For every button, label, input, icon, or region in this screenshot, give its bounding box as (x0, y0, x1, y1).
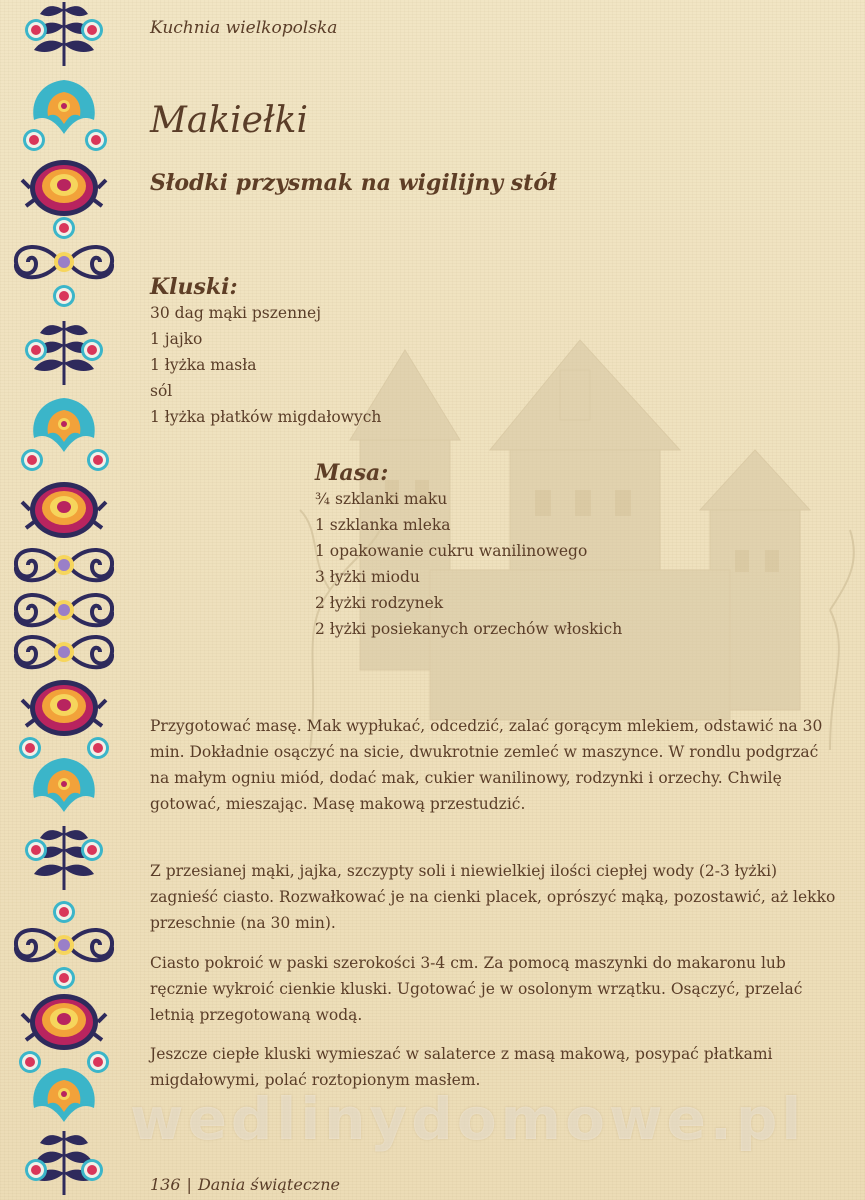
page-number: 136 (150, 1175, 181, 1194)
ingredient-item: 30 dag mąki pszennej (150, 304, 322, 322)
watermark: wedlinydomowe.pl (130, 1085, 806, 1153)
page-footer (150, 1175, 340, 1194)
ingredient-item: 1 jajko (150, 330, 203, 348)
ingredient-item: 2 łyżki rodzynek (315, 594, 444, 612)
ingredient-item: 1 łyżka płatków migdałowych (150, 408, 382, 426)
instruction-paragraph: Z przesianej mąki, jajka, szczypty soli i niewielkiej ilości ciepłej wody (2-3 łyżki) zagnieść ciasto. Rozwałkować je na cienki placek, oprószyć mąką, pozostawić, aż lekko przeschnie (na 30 min). (150, 862, 836, 932)
footer-separator: | (186, 1175, 192, 1194)
masa-list (315, 486, 622, 642)
chapter-name: Dania świąteczne (197, 1175, 340, 1194)
ingredient-item: ¾ szklanki maku (315, 490, 448, 508)
masa-heading: Masa: (315, 460, 389, 486)
folk-floral-border-icon (0, 0, 132, 1200)
kluski-heading: Kluski: (150, 274, 238, 300)
instruction-paragraph: Ciasto pokroić w paski szerokości 3-4 cm. Za pomocą maszynki do makaronu lub ręcznie wykroić cienkie kluski. Ugotować je w osolonym wrzątku. Osączyć, przelać letnią przegotowaną wodą. (150, 954, 803, 1024)
masa-ingredients (315, 460, 622, 642)
kluski-ingredients (150, 274, 381, 430)
ingredient-item: sól (150, 382, 173, 400)
section-kicker: Kuchnia wielkopolska (150, 18, 338, 38)
ingredient-item: 1 łyżka masła (150, 356, 257, 374)
ingredient-item: 1 opakowanie cukru wanilinowego (315, 542, 588, 560)
recipe-subtitle: Słodki przysmak na wigilijny stół (150, 170, 557, 196)
ingredient-item: 2 łyżki posiekanych orzechów włoskich (315, 620, 623, 638)
instruction-paragraph: Jeszcze ciepłe kluski wymieszać w salaterce z masą makową, posypać płatkami migdałowymi, polać roztopionym masłem. (150, 1045, 773, 1089)
instruction-paragraph: Przygotować masę. Mak wypłukać, odcedzić, zalać gorącym mlekiem, odstawić na 30 min. Dokładnie osączyć na sicie, dwukrotnie zemleć w maszynce. W rondlu podgrzać na małym ogniu miód, dodać mak, cukier wanilinowy, rodzynki i orzechy. Chwilę gotować, mieszając. Masę makową przestudzić. (150, 717, 823, 813)
kluski-list (150, 300, 381, 430)
recipe-title: Makiełki (150, 100, 308, 141)
ingredient-item: 1 szklanka mleka (315, 516, 451, 534)
ingredient-item: 3 łyżki miodu (315, 568, 420, 586)
